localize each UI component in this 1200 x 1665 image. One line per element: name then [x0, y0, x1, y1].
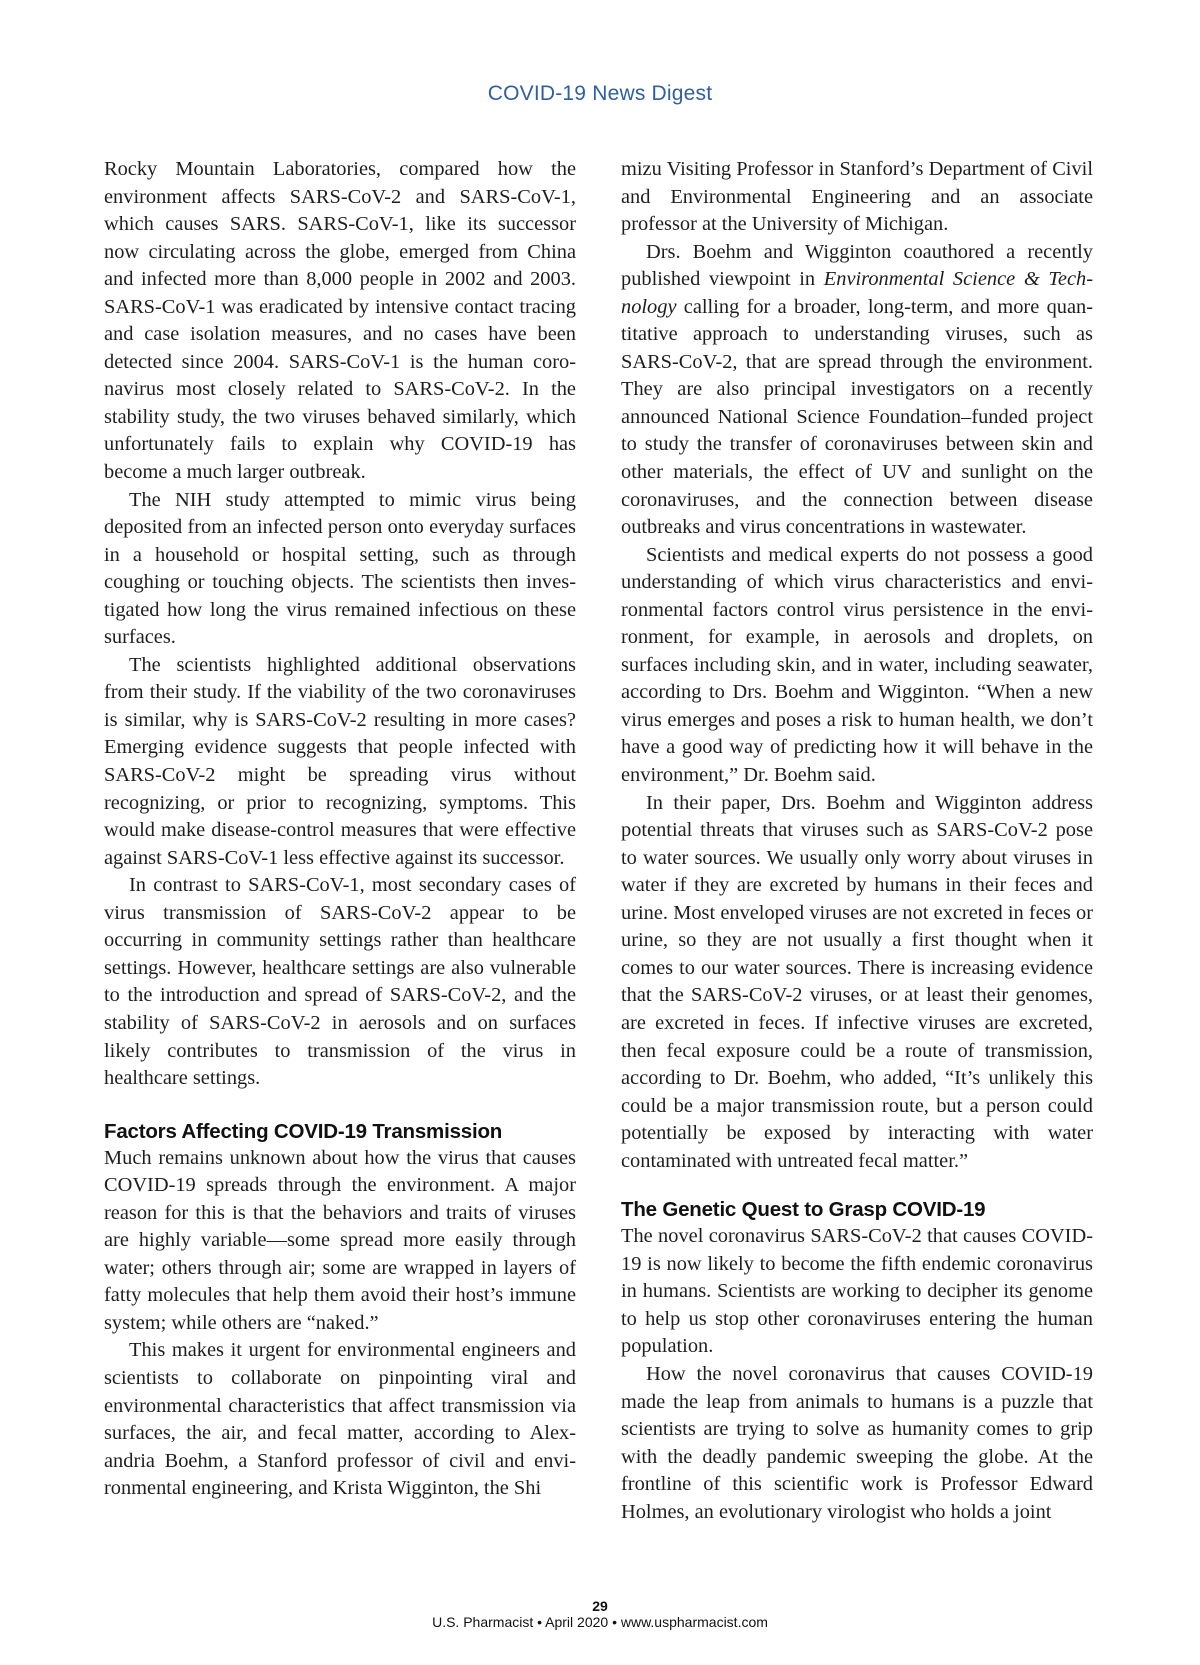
- body-paragraph: In their paper, Drs. Boehm and Wigginton address potential threats that viruses such as SARS-CoV-2 pose to water sources. We usually only worry about viruses in water if they are excreted by humans in their feces and urine. Most enveloped viruses are not excreted in feces or urine, so they are not usually a first thought when it comes to our water sources. There is increasing evidence that the SARS-CoV-2 viruses, or at least their genomes, are excreted in feces. If infective viruses are excreted, then fecal exposure could be a route of transmission, according to Dr. Boehm, who added, “It’s unlikely this could be a major transmission route, but a person could potentially be exposed by interacting with water contaminated with untreated fecal matter.”: [621, 791, 1093, 1172]
- body-paragraph: In contrast to SARS-CoV-1, most secondary cases of virus transmission of SARS-CoV-2 appear to be occurring in community settings rather than healthcare settings. However, healthcare settings are also vulnerable to the introduction and spread of SARS-CoV-2, and the stability of SARS-CoV-2 in aerosols and on surfaces likely contributes to transmission of the virus in healthcare settings.: [104, 874, 576, 1090]
- section-heading: Factors Affecting COVID-19 Transmission: [104, 1119, 503, 1143]
- journal-title: Environmental Science & Technology: [621, 268, 1093, 318]
- body-paragraph: The novel coronavirus SARS-CoV-2 that causes COVID-19 is now likely to become the fifth endemic coronavirus in humans. Scientists are working to decipher its genome to help us stop other coronaviruses entering the human population.: [621, 1225, 1093, 1358]
- body-paragraph: The NIH study attempted to mimic virus being deposited from an infected person onto everyday surfaces in a household or hospital setting, such as through coughing or touching objects. The scientists then investigated how long the virus remained infectious on these surfaces.: [104, 488, 576, 649]
- body-paragraph: mizu Visiting Professor in Stanford’s Department of Civil and Environmental Engineering and an associate professor at the University of Michigan.: [621, 158, 1093, 236]
- paragraph-text: Drs. Boehm and Wigginton coauthored a recently published viewpoint in: [621, 240, 1093, 291]
- body-paragraph: Much remains unknown about how the virus that causes COVID-19 spreads through the environment. A major reason for this is that the behaviors and traits of viruses are highly variable—some spread more easily through water; others through air; some are wrapped in layers of fatty molecules that help them avoid their host’s immune system; while others are “naked.”: [104, 1146, 576, 1334]
- right-column: [621, 156, 1093, 1526]
- left-column: [104, 156, 576, 1503]
- body-paragraph: [621, 239, 1093, 542]
- section-heading: The Genetic Quest to Grasp COVID-19: [621, 1198, 986, 1222]
- page-number: 29: [592, 1598, 608, 1614]
- body-paragraph: How the novel coronavirus that causes COVID-19 made the leap from animals to humans is a puzzle that scientists are trying to solve as humanity comes to grip with the deadly pandemic sweeping the globe. At the frontline of this scientific work is Professor Edward Holmes, an evolutionary virologist who holds a joint: [621, 1362, 1093, 1523]
- paragraph-text: calling for a broader, long-term, and more quantitative approach to understanding viruses, such as SARS-CoV-2, that are spread through the environment. They are also principal investigators on a recently announced National Science Foundation–funded project to study the transfer of coronaviruses between skin and other materials, the effect of UV and sunlight on the coronaviruses, and the connection between disease outbreaks and virus concentrations in wastewater.: [621, 295, 1093, 539]
- running-header: COVID-19 News Digest: [487, 82, 713, 105]
- publication-footer: U.S. Pharmacist • April 2020 • www.uspharmacist.com: [432, 1614, 768, 1630]
- body-paragraph: Scientists and medical experts do not possess a good understanding of which virus characteristics and environmental factors control virus persistence in the environment, for example, in aerosols and droplets, on surfaces including skin, and in water, including seawater, according to Drs. Boehm and Wigginton. “When a new virus emerges and poses a risk to human health, we don’t have a good way of predicting how it will behave in the environment,” Dr. Boehm said.: [621, 543, 1093, 787]
- body-paragraph: This makes it urgent for environmental engineers and scientists to collaborate on pinpointing viral and environmental characteristics that affect transmission via surfaces, the air, and fecal matter, according to Alexandria Boehm, a Stanford professor of civil and environmental engineering, and Krista Wigginton, the Shi: [104, 1339, 576, 1500]
- body-paragraph: The scientists highlighted additional observations from their study. If the viability of the two coronaviruses is similar, why is SARS-CoV-2 resulting in more cases? Emerging evidence suggests that people infected with SARS-CoV-2 might be spreading virus without recognizing, or prior to recognizing, symptoms. This would make disease-control measures that were effective against SARS-CoV-1 less effective against its successor.: [104, 653, 576, 869]
- body-paragraph: Rocky Mountain Laboratories, compared how the environment affects SARS-CoV-2 and SARS-CoV-1, which causes SARS. SARS-CoV-1, like its successor now circulating across the globe, emerged from China and infected more than 8,000 people in 2002 and 2003. SARS-CoV-1 was eradicated by intensive contact tracing and case isolation measures, and no cases have been detected since 2004. SARS-CoV-1 is the human coronavirus most closely related to SARS-CoV-2. In the stability study, the two viruses behaved similarly, which unfortunately fails to explain why COVID-19 has become a much larger outbreak.: [104, 158, 576, 484]
